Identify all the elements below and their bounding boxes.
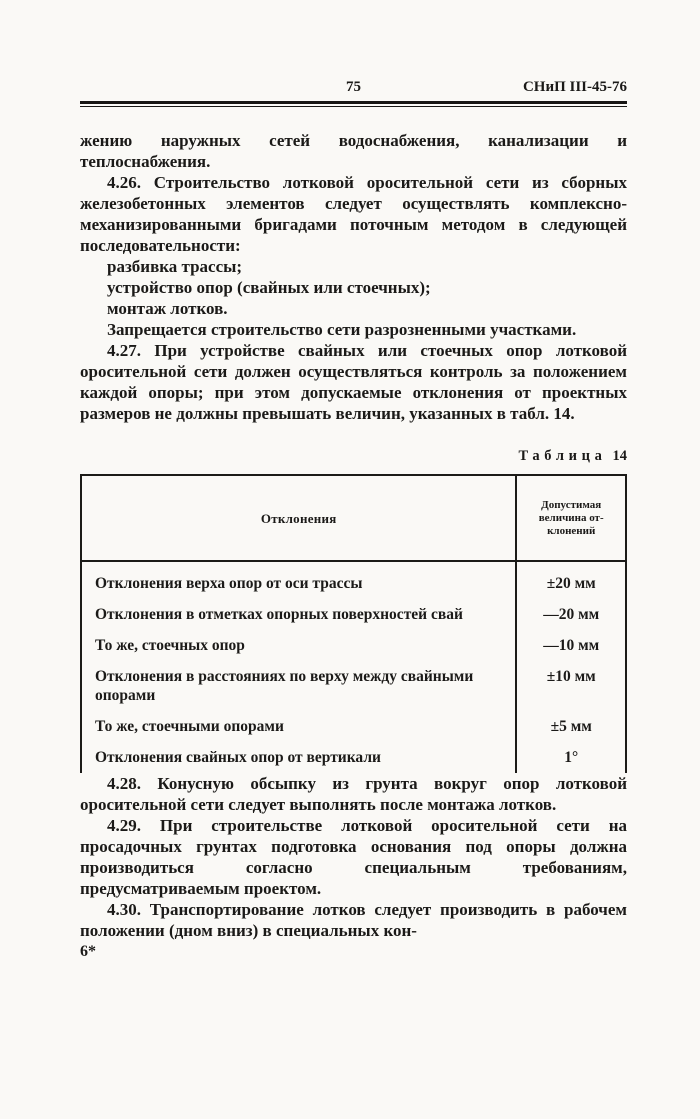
paragraph-4-27: 4.27. При устройстве свайных или стоечных опор лотковой оросительной сети должен осуществляться контроль за положением каждой опоры; при этом допускаемые отклонения от проектных размеров не должны превышать величин, указанных в табл. 14.	[80, 341, 627, 423]
row-value: —20 мм	[516, 599, 625, 630]
table-header-row	[82, 476, 625, 561]
table-row	[82, 711, 625, 742]
list-item: разбивка трассы;	[107, 257, 243, 276]
row-label: Отклонения в расстояниях по верху между свайными опорами	[95, 668, 474, 704]
list-item: монтаж лотков.	[107, 299, 228, 318]
column-header-allowed-value: Допустимая величина отклонений	[516, 476, 625, 561]
doc-code: СНиП III-45-76	[522, 79, 627, 95]
paragraph-4-29: 4.29. При строительстве лотковой оросительной сети на просадочных грунтах подготовка основания под опоры должна производиться согласно специальным требованиям, предусматриваемым проектом.	[80, 816, 627, 898]
header-rule	[80, 101, 627, 107]
page-header	[80, 78, 627, 96]
row-label: То же, стоечных опор	[95, 637, 245, 654]
row-label: Отклонения свайных опор от вертикали	[95, 749, 381, 766]
signature-mark: 6*	[80, 943, 96, 960]
row-label: Отклонения верха опор от оси трассы	[95, 575, 363, 592]
paragraph-4-26: 4.26. Строительство лотковой оросительной сети из сборных железобетонных элементов следует осуществлять комплексно-механизированными бригадами поточным методом в следующей последовательности:	[80, 173, 627, 255]
paragraph-4-30: 4.30. Транспортирование лотков следует производить в рабочем положении (дном вниз) в специальных кон-	[80, 900, 627, 940]
paragraph-continuation: жению наружных сетей водоснабжения, канализации и теплоснабжения.	[80, 131, 627, 171]
table-caption	[80, 448, 627, 465]
deviations-table-frame	[80, 474, 627, 773]
row-value: ±20 мм	[516, 561, 625, 599]
row-value: 1°	[516, 742, 625, 773]
deviations-table	[82, 476, 625, 773]
table-row	[82, 742, 625, 773]
list-item: устройство опор (свайных или стоечных);	[107, 278, 431, 297]
table-row	[82, 561, 625, 599]
table-row	[82, 661, 625, 711]
row-value: ±10 мм	[516, 661, 625, 711]
table-caption-number: 14	[612, 448, 627, 464]
paragraph-prohibition: Запрещается строительство сети разрозненными участками.	[107, 320, 577, 339]
table-caption-word: Таблица	[518, 448, 607, 464]
page-body	[80, 130, 627, 962]
row-value: ±5 мм	[516, 711, 625, 742]
paragraph-4-28: 4.28. Конусную обсыпку из грунта вокруг опор лотковой оросительной сети следует выполнять после монтажа лотков.	[80, 774, 627, 814]
table-row	[82, 599, 625, 630]
row-label: То же, стоечными опорами	[95, 718, 284, 735]
sequence-list	[80, 256, 627, 319]
column-header-deviations: Отклонения	[82, 476, 516, 561]
table-row	[82, 630, 625, 661]
row-value: —10 мм	[516, 630, 625, 661]
page-number: 75	[346, 79, 361, 95]
row-label: Отклонения в отметках опорных поверхностей свай	[95, 606, 463, 623]
